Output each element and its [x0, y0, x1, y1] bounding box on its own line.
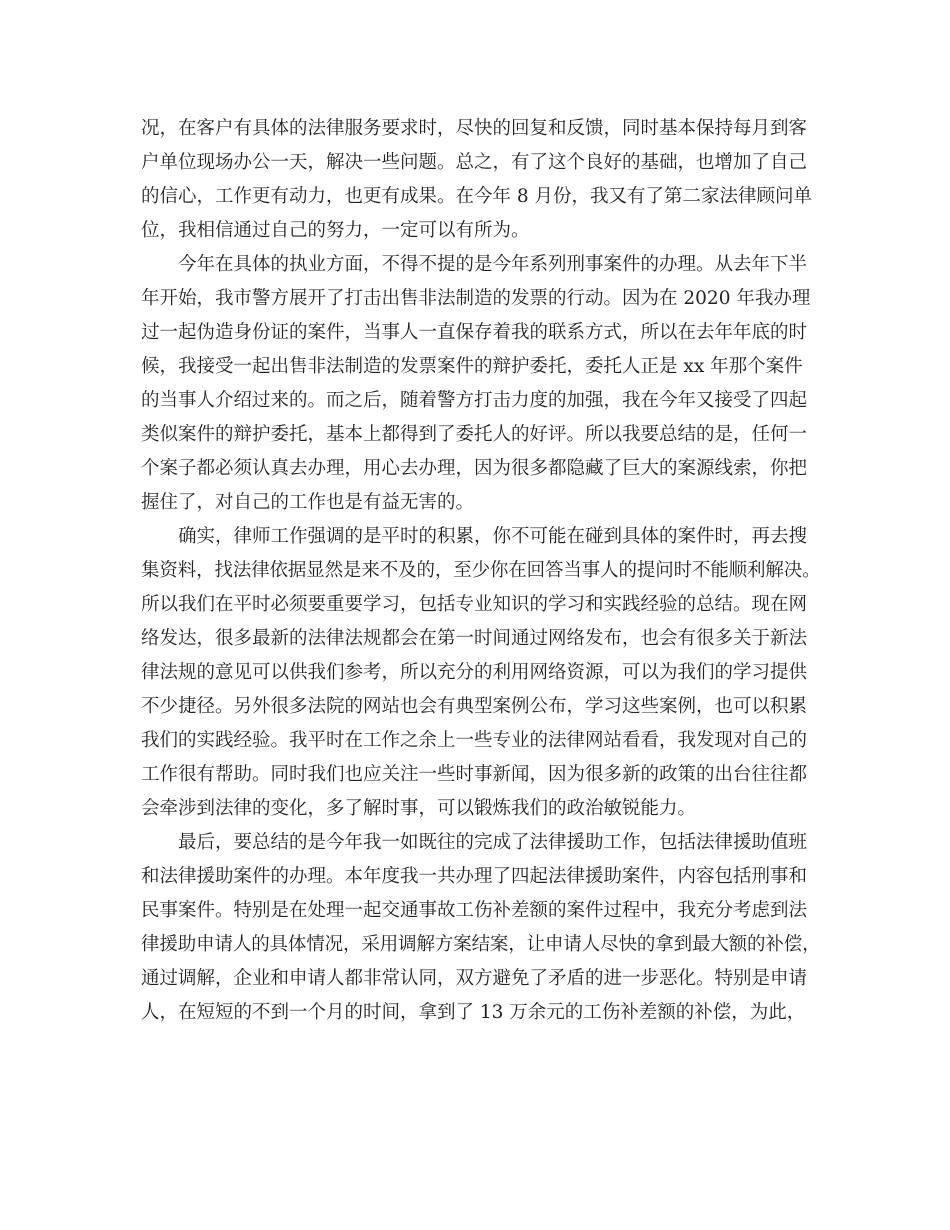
text-line: 类似案件的辩护委托，基本上都得到了委托人的好评。所以我要总结的是，任何一 — [141, 424, 808, 445]
text-line: 律法规的意见可以供我们参考，所以充分的利用网络资源，可以为我们的学习提供 — [141, 662, 808, 683]
text-line: 不少捷径。另外很多法院的网站也会有典型案例公布，学习这些案例，也可以积累 — [141, 696, 808, 717]
text-line: 民事案件。特别是在处理一起交通事故工伤补差额的案件过程中，我充分考虑到法 — [141, 900, 808, 921]
text-line: 人，在短短的不到一个月的时间，拿到了 13 万余元的工伤补差额的补偿，为此， — [141, 1002, 806, 1023]
text-line: 的当事人介绍过来的。而之后，随着警方打击力度的加强，我在今年又接受了四起 — [141, 390, 808, 411]
text-line: 集资料，找法律依据显然是来不及的，至少你在回答当事人的提问时不能顺利解决。 — [141, 560, 821, 581]
text-line: 工作很有帮助。同时我们也应关注一些时事新闻，因为很多新的政策的出台往往都 — [141, 764, 808, 785]
text-line: 和法律援助案件的办理。本年度我一共办理了四起法律援助案件，内容包括刑事和 — [141, 866, 808, 887]
text-line: 所以我们在平时必须要重要学习，包括专业知识的学习和实践经验的总结。现在网 — [141, 594, 808, 615]
text-line: 过一起伪造身份证的案件，当事人一直保存着我的联系方式，所以在去年年底的时 — [141, 322, 808, 343]
text-line: 今年在具体的执业方面，不得不提的是今年系列刑事案件的办理。从去年下半 — [178, 254, 808, 275]
text-line: 律援助申请人的具体情况，采用调解方案结案，让申请人尽快的拿到最大额的补偿， — [141, 934, 821, 955]
text-line: 最后，要总结的是今年我一如既往的完成了法律援助工作，包括法律援助值班 — [178, 832, 808, 853]
text-line: 候，我接受一起出售非法制造的发票案件的辩护委托，委托人正是 xx 年那个案件 — [141, 356, 803, 377]
document-body — [141, 112, 821, 1030]
text-line: 户单位现场办公一天，解决一些问题。总之，有了这个良好的基础，也增加了自己 — [141, 152, 808, 173]
text-line: 个案子都必须认真去办理，用心去办理，因为很多都隐藏了巨大的案源线索，你把 — [141, 458, 808, 479]
text-line: 通过调解，企业和申请人都非常认同，双方避免了矛盾的进一步恶化。特别是申请 — [141, 968, 808, 989]
text-line: 确实，律师工作强调的是平时的积累，你不可能在碰到具体的案件时，再去搜 — [178, 526, 808, 547]
text-line: 年开始，我市警方展开了打击出售非法制造的发票的行动。因为在 2020 年我办理 — [141, 288, 811, 309]
text-line: 的信心，工作更有动力，也更有成果。在今年 8 月份，我又有了第二家法律顾问单 — [141, 186, 813, 207]
text-line: 况，在客户有具体的法律服务要求时，尽快的回复和反馈，同时基本保持每月到客 — [141, 118, 808, 139]
text-line: 我们的实践经验。我平时在工作之余上一些专业的法律网站看看，我发现对自己的 — [141, 730, 808, 751]
text-line: 握住了，对自己的工作也是有益无害的。 — [141, 492, 475, 513]
text-line: 会牵涉到法律的变化，多了解时事，可以锻炼我们的政治敏锐能力。 — [141, 798, 697, 819]
text-line: 络发达，很多最新的法律法规都会在第一时间通过网络发布，也会有很多关于新法 — [141, 628, 808, 649]
text-line: 位，我相信通过自己的努力，一定可以有所为。 — [141, 220, 530, 241]
